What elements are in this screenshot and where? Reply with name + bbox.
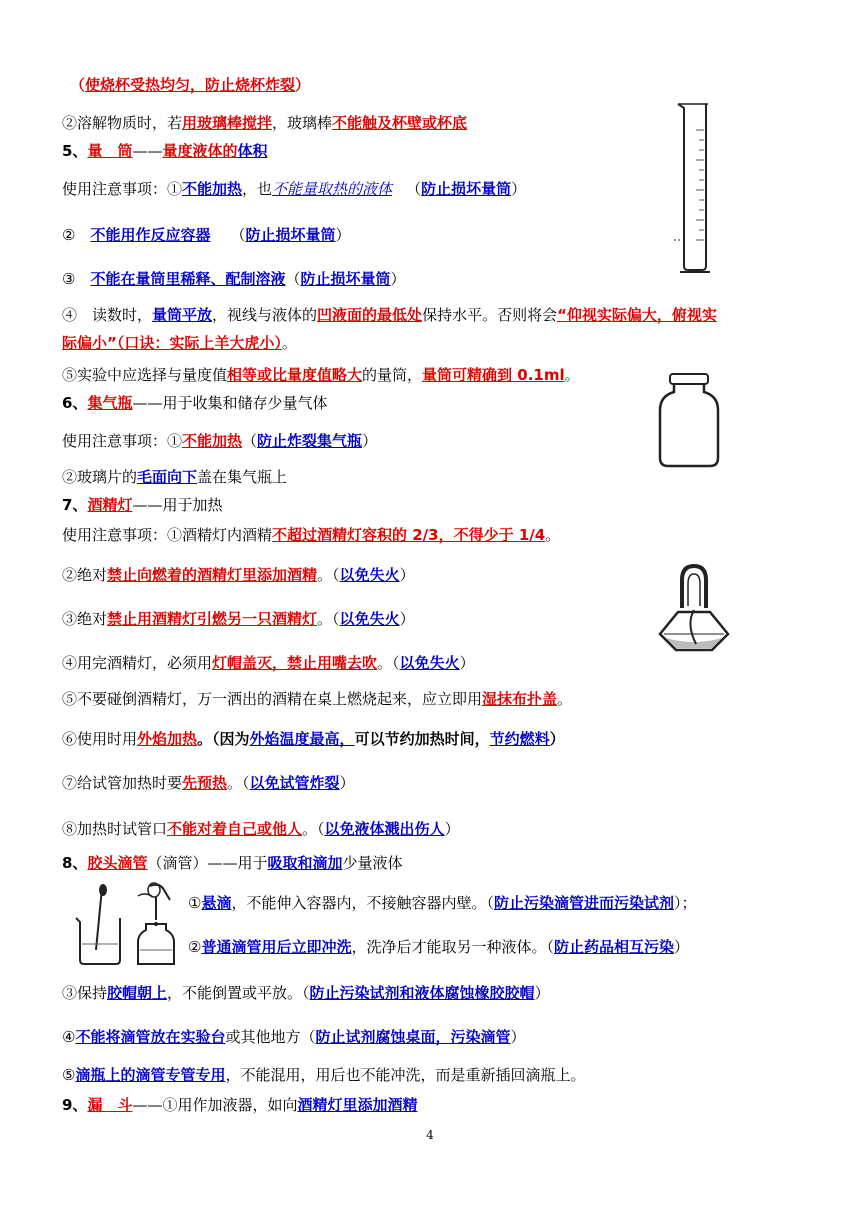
line-5: ② 不能用作反应容器 （防止损坏量筒） bbox=[62, 226, 351, 244]
line-6: ③ 不能在量筒里稀释、配制溶液（防止损坏量筒） bbox=[62, 270, 406, 288]
section-7-heading: 7、酒精灯——用于加热 bbox=[62, 496, 223, 514]
line-1: （使烧杯受热均匀，防止烧杯炸裂） bbox=[70, 76, 311, 94]
graduated-cylinder-icon bbox=[670, 100, 720, 276]
line-25: ③保持胶帽朝上，不能倒置或平放。（防止污染试剂和液体腐蚀橡胶胶帽） bbox=[62, 984, 550, 1002]
line-21: ⑧加热时试管口不能对着自己或他人。（以免液体溅出伤人） bbox=[62, 820, 460, 838]
line-2: ②溶解物质时，若用玻璃棒搅拌，玻璃棒不能触及杯壁或杯底 bbox=[62, 114, 468, 132]
line-9: ⑤实验中应选择与量度值相等或比量度值略大的量筒，量筒可精确到 0.1ml。 bbox=[62, 366, 580, 384]
line-23: ①悬滴，不能伸入容器内，不接触容器内壁。（防止污染滴管进而污染试剂）； bbox=[188, 894, 697, 912]
line-16: ③绝对禁止用酒精灯引燃另一只酒精灯。（以免失火） bbox=[62, 610, 415, 628]
section-5-heading: 5、量 筒——量度液体的体积 bbox=[62, 142, 268, 160]
line-15: ②绝对禁止向燃着的酒精灯里添加酒精。（以免失火） bbox=[62, 566, 415, 584]
line-17: ④用完酒精灯，必须用灯帽盖灭，禁止用嘴去吹。（以免失火） bbox=[62, 654, 475, 672]
section-8-heading: 8、胶头滴管（滴管）——用于吸取和滴加少量液体 bbox=[62, 854, 403, 872]
page-number: 4 bbox=[426, 1128, 434, 1142]
line-4: 使用注意事项：①不能加热，也不能量取热的液体 （防止损坏量筒） bbox=[62, 180, 527, 198]
line-11: 使用注意事项：①不能加热（防止炸裂集气瓶） bbox=[62, 432, 378, 450]
line-24: ②普通滴管用后立即冲洗，洗净后才能取另一种液体。（防止药品相互污染） bbox=[188, 938, 690, 956]
line-19: ⑥使用时用外焰加热。（因为外焰温度最高，可以节约加热时间，节约燃料） bbox=[62, 730, 565, 748]
line-12: ②玻璃片的毛面向下盖在集气瓶上 bbox=[62, 468, 288, 486]
alcohol-lamp-icon bbox=[656, 560, 732, 656]
section-6-heading: 6、集气瓶——用于收集和储存少量气体 bbox=[62, 394, 328, 412]
line-7: ④ 读数时，量筒平放，视线与液体的凹液面的最低处保持水平。否则将会“仰视实际偏大，俯视实 bbox=[62, 306, 717, 324]
beaker-dropper-icon bbox=[72, 884, 130, 966]
line-26: ④不能将滴管放在实验台或其他地方（防止试剂腐蚀桌面，污染滴管） bbox=[62, 1028, 526, 1046]
line-27: ⑤滴瓶上的滴管专管专用，不能混用，用后也不能冲洗，而是重新插回滴瓶上。 bbox=[62, 1066, 586, 1084]
dropper-bottle-icon bbox=[130, 880, 186, 968]
line-20: ⑦给试管加热时要先预热。（以免试管炸裂） bbox=[62, 774, 355, 792]
section-9-heading: 9、漏 斗——①用作加液器，如向酒精灯里添加酒精 bbox=[62, 1096, 418, 1114]
line-8: 际偏小”（口诀：实际上羊大虎小）。 bbox=[62, 334, 297, 352]
line-14: 使用注意事项：①酒精灯内酒精不超过酒精灯容积的 2/3，不得少于 1/4。 bbox=[62, 526, 561, 544]
gas-collecting-bottle-icon bbox=[652, 370, 726, 470]
line-18: ⑤不要碰倒酒精灯，万一洒出的酒精在桌上燃烧起来，应立即用湿抹布扑盖。 bbox=[62, 690, 573, 708]
